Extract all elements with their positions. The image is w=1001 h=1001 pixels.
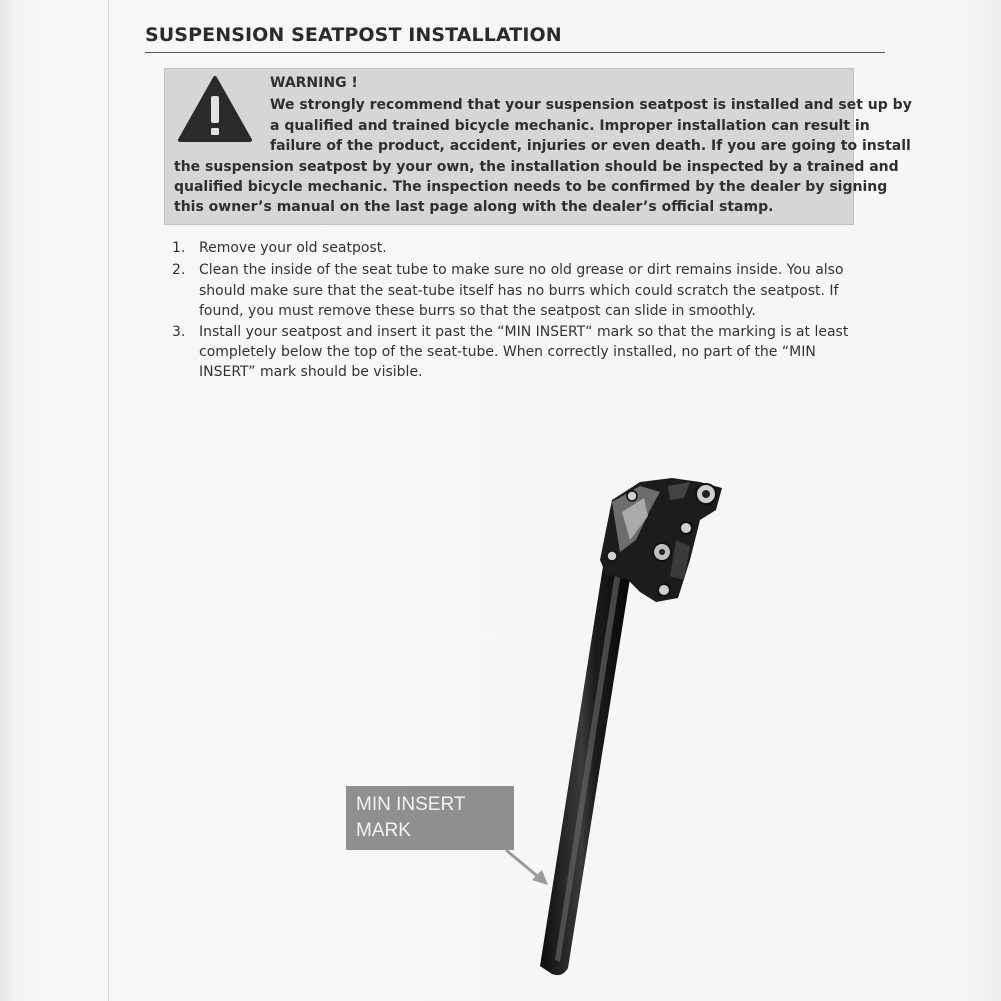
- step-number: 1.: [172, 240, 186, 256]
- warning-text-line: We strongly recommend that your suspension seatpost is installed and set up by: [270, 97, 912, 113]
- page-title: SUSPENSION SEATPOST INSTALLATION: [145, 24, 562, 46]
- warning-heading: WARNING !: [270, 75, 358, 91]
- warning-text-line: failure of the product, accident, injuries or even death. If you are going to install: [270, 138, 911, 154]
- warning-text-line: qualified bicycle mechanic. The inspection needs to be confirmed by the dealer by signing: [174, 179, 888, 195]
- warning-text-line: this owner’s manual on the last page along with the dealer’s official stamp.: [174, 199, 774, 215]
- warning-text-line: the suspension seatpost by your own, the installation should be inspected by a trained and: [174, 159, 899, 175]
- step-text-line: INSERT” mark should be visible.: [199, 364, 423, 380]
- callout-label: MARK: [356, 820, 411, 841]
- step-text-line: Clean the inside of the seat tube to make sure no old grease or dirt remains inside. You also: [199, 262, 844, 278]
- step-text-line: Install your seatpost and insert it past the “MIN INSERT“ mark so that the marking is at least: [199, 324, 849, 340]
- seatpost-tube: [540, 560, 632, 975]
- step-text-line: found, you must remove these burrs so that the seatpost can slide in smoothly.: [199, 303, 756, 319]
- step-number: 2.: [172, 262, 186, 278]
- min-insert-callout: [346, 786, 514, 850]
- callout-label: MIN INSERT: [356, 794, 466, 815]
- warning-text-line: a qualified and trained bicycle mechanic. Improper installation can result in: [270, 118, 870, 134]
- callout-arrow: [506, 850, 548, 885]
- step-text-line: should make sure that the seat-tube itself has no burrs which could scratch the seatpost. If: [199, 283, 839, 299]
- step-text-line: Remove your old seatpost.: [199, 240, 387, 256]
- step-text-line: completely below the top of the seat-tube. When correctly installed, no part of the “MIN: [199, 344, 816, 360]
- step-number: 3.: [172, 324, 186, 340]
